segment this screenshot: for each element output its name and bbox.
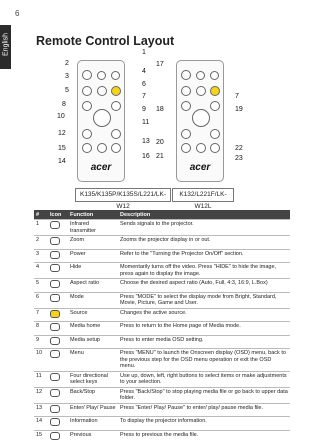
row-function: Previous bbox=[68, 430, 118, 443]
row-number: 12 bbox=[34, 387, 48, 403]
mute-button-icon bbox=[210, 143, 220, 153]
button-icon bbox=[50, 310, 60, 318]
button-icon bbox=[50, 280, 60, 288]
zoom-button-icon bbox=[97, 71, 106, 80]
table-row bbox=[34, 279, 290, 293]
row-number: 3 bbox=[34, 249, 48, 263]
row-icon-cell bbox=[48, 279, 68, 293]
mode-button-icon bbox=[97, 86, 107, 96]
back-stop-button-icon bbox=[82, 129, 92, 139]
model-label-left: K135/K135P/K135S/L221/LK-W12 bbox=[75, 188, 171, 202]
row-number: 8 bbox=[34, 322, 48, 336]
row-description: Zooms the projector display in or out. bbox=[118, 236, 290, 250]
callout-12: 12 bbox=[58, 130, 66, 137]
row-description: Momentarily turns off the video. Press "HIDE" to hide the image, press again to display the image. bbox=[118, 263, 290, 279]
previous-button-icon bbox=[97, 143, 107, 153]
callout-6: 6 bbox=[142, 81, 146, 88]
power-button-icon bbox=[82, 70, 92, 80]
play-pause-button-icon bbox=[111, 129, 121, 139]
function-table bbox=[34, 210, 290, 443]
callout-23: 23 bbox=[235, 155, 243, 162]
callout-13: 13 bbox=[142, 138, 150, 145]
info-button-icon bbox=[181, 143, 191, 153]
row-function: Media home bbox=[68, 322, 118, 336]
callout-10: 10 bbox=[57, 113, 65, 120]
table-row bbox=[34, 236, 290, 250]
row-description: Press to previous the media file. bbox=[118, 430, 290, 443]
row-number: 2 bbox=[34, 236, 48, 250]
row-function: Four directional select keys bbox=[68, 371, 118, 387]
directional-keys-icon bbox=[192, 109, 210, 127]
source-button-icon bbox=[111, 86, 121, 96]
row-icon-cell bbox=[48, 387, 68, 403]
row-function: Information bbox=[68, 417, 118, 431]
button-icon bbox=[50, 294, 60, 302]
page-number: 6 bbox=[15, 9, 20, 18]
table-row bbox=[34, 387, 290, 403]
header-function: Function bbox=[68, 210, 118, 220]
next-button-icon bbox=[111, 143, 121, 153]
table-row bbox=[34, 263, 290, 279]
callout-19: 19 bbox=[235, 106, 243, 113]
callout-20: 20 bbox=[156, 139, 164, 146]
remote-left-illustration bbox=[77, 60, 125, 182]
remote-right-illustration bbox=[176, 60, 224, 182]
row-icon-cell bbox=[48, 335, 68, 349]
source-button-icon bbox=[210, 86, 220, 96]
button-icon bbox=[50, 251, 60, 259]
button-icon bbox=[50, 323, 60, 331]
row-icon-cell bbox=[48, 236, 68, 250]
row-icon-cell bbox=[48, 371, 68, 387]
row-function: Hide bbox=[68, 263, 118, 279]
row-description: Press to return to the Home page of Media mode. bbox=[118, 322, 290, 336]
callout-5: 5 bbox=[65, 87, 69, 94]
button-icon bbox=[50, 264, 60, 272]
back-button-icon bbox=[181, 129, 191, 139]
row-icon-cell bbox=[48, 249, 68, 263]
language-tab bbox=[0, 25, 11, 69]
row-number: 15 bbox=[34, 430, 48, 443]
row-function: Mode bbox=[68, 292, 118, 308]
directional-keys-icon bbox=[93, 109, 111, 127]
row-description: Press "MENU" to launch the Onscreen display (OSD) menu, back to the previous step for the OSD menu operation or exit the OSD menu. bbox=[118, 349, 290, 372]
button-icon bbox=[50, 237, 60, 245]
table-row bbox=[34, 249, 290, 263]
acer-logo-right: acer bbox=[189, 162, 211, 173]
callout-7-right: 7 bbox=[235, 93, 239, 100]
keystone-button-icon bbox=[210, 101, 220, 111]
row-number: 11 bbox=[34, 371, 48, 387]
enter-button-icon bbox=[210, 129, 220, 139]
table-row bbox=[34, 349, 290, 372]
row-function: Menu bbox=[68, 349, 118, 372]
callout-21: 21 bbox=[156, 153, 164, 160]
row-number: 4 bbox=[34, 263, 48, 279]
row-icon-cell bbox=[48, 417, 68, 431]
info-button-icon bbox=[82, 143, 92, 153]
hide-button-icon bbox=[111, 71, 120, 80]
callout-8: 8 bbox=[62, 101, 66, 108]
row-icon-cell bbox=[48, 349, 68, 372]
row-function: Zoom bbox=[68, 236, 118, 250]
row-description: Press "Back/Stop" to stop playing media file or go back to upper data folder. bbox=[118, 387, 290, 403]
callout-17: 17 bbox=[156, 61, 164, 68]
ratio-button-icon bbox=[181, 86, 191, 96]
table-row bbox=[34, 417, 290, 431]
row-icon-cell bbox=[48, 322, 68, 336]
table-row bbox=[34, 308, 290, 322]
callout-22: 22 bbox=[235, 145, 243, 152]
page-title: Remote Control Layout bbox=[36, 34, 175, 48]
row-number: 1 bbox=[34, 220, 48, 236]
hide-button-icon bbox=[210, 71, 219, 80]
ratio-button-icon bbox=[82, 86, 92, 96]
row-description: Changes the active source. bbox=[118, 308, 290, 322]
button-icon bbox=[50, 350, 60, 358]
callout-1: 1 bbox=[142, 49, 146, 56]
callout-7: 7 bbox=[142, 93, 146, 100]
acer-logo-left: acer bbox=[90, 162, 112, 173]
freeze-button-icon bbox=[196, 71, 205, 80]
row-function: Back/Stop bbox=[68, 387, 118, 403]
callout-14: 14 bbox=[58, 158, 66, 165]
header-icon: Icon bbox=[48, 210, 68, 220]
callout-15: 15 bbox=[58, 145, 66, 152]
row-function: Media setup bbox=[68, 335, 118, 349]
row-description: Press "Enter/ Play/ Pause" to enter/ play/ pause media file. bbox=[118, 403, 290, 417]
button-icon bbox=[50, 418, 60, 426]
row-number: 7 bbox=[34, 308, 48, 322]
callout-3: 3 bbox=[65, 73, 69, 80]
row-icon-cell bbox=[48, 220, 68, 236]
row-function: Power bbox=[68, 249, 118, 263]
table-row bbox=[34, 403, 290, 417]
row-icon-cell bbox=[48, 263, 68, 279]
row-icon-cell bbox=[48, 430, 68, 443]
table-row bbox=[34, 322, 290, 336]
button-icon bbox=[50, 389, 60, 397]
row-description: Press to enter media OSD setting. bbox=[118, 335, 290, 349]
row-description: Refer to the "Turning the Projector On/Off" section. bbox=[118, 249, 290, 263]
row-number: 6 bbox=[34, 292, 48, 308]
table-row bbox=[34, 335, 290, 349]
model-label-right: K132/L221F/LK-W12L bbox=[172, 188, 234, 202]
empty-button-icon bbox=[181, 101, 191, 111]
media-home-button-icon bbox=[82, 101, 92, 111]
row-description: Choose the desired aspect ratio (Auto, Full, 4:3, 16:9, L.Box) bbox=[118, 279, 290, 293]
language-tab-label: English bbox=[2, 33, 10, 56]
button-icon bbox=[50, 405, 60, 413]
mode-button-icon bbox=[196, 86, 206, 96]
callout-16: 16 bbox=[142, 153, 150, 160]
callout-9: 9 bbox=[142, 106, 146, 113]
callout-4: 4 bbox=[142, 68, 146, 75]
button-icon bbox=[50, 432, 60, 440]
row-number: 9 bbox=[34, 335, 48, 349]
header-num: # bbox=[34, 210, 48, 220]
button-icon bbox=[50, 373, 60, 381]
callout-2: 2 bbox=[65, 60, 69, 67]
button-icon bbox=[50, 221, 60, 229]
table-row bbox=[34, 430, 290, 443]
table-header-row bbox=[34, 210, 290, 220]
row-number: 14 bbox=[34, 417, 48, 431]
row-description: Sends signals to the projector. bbox=[118, 220, 290, 236]
row-number: 5 bbox=[34, 279, 48, 293]
row-function: Infrared transmitter bbox=[68, 220, 118, 236]
header-description: Description bbox=[118, 210, 290, 220]
row-function: Enter/ Play/ Pause bbox=[68, 403, 118, 417]
row-function: Aspect ratio bbox=[68, 279, 118, 293]
table-row bbox=[34, 371, 290, 387]
table-row bbox=[34, 292, 290, 308]
row-icon-cell bbox=[48, 308, 68, 322]
button-icon bbox=[50, 337, 60, 345]
row-number: 10 bbox=[34, 349, 48, 372]
table-row bbox=[34, 220, 290, 236]
empty2-button-icon bbox=[196, 143, 206, 153]
callout-11: 11 bbox=[142, 119, 150, 126]
row-number: 13 bbox=[34, 403, 48, 417]
power-button-icon bbox=[181, 70, 191, 80]
row-function: Source bbox=[68, 308, 118, 322]
row-description: Use up, down, left, right buttons to select items or make adjustments to your selection. bbox=[118, 371, 290, 387]
callout-18: 18 bbox=[156, 106, 164, 113]
row-icon-cell bbox=[48, 403, 68, 417]
media-setup-button-icon bbox=[111, 101, 121, 111]
row-description: To display the projector information. bbox=[118, 417, 290, 431]
row-description: Press "MODE" to select the display mode from Bright, Standard, Movie, Picture, Game and User. bbox=[118, 292, 290, 308]
row-icon-cell bbox=[48, 292, 68, 308]
